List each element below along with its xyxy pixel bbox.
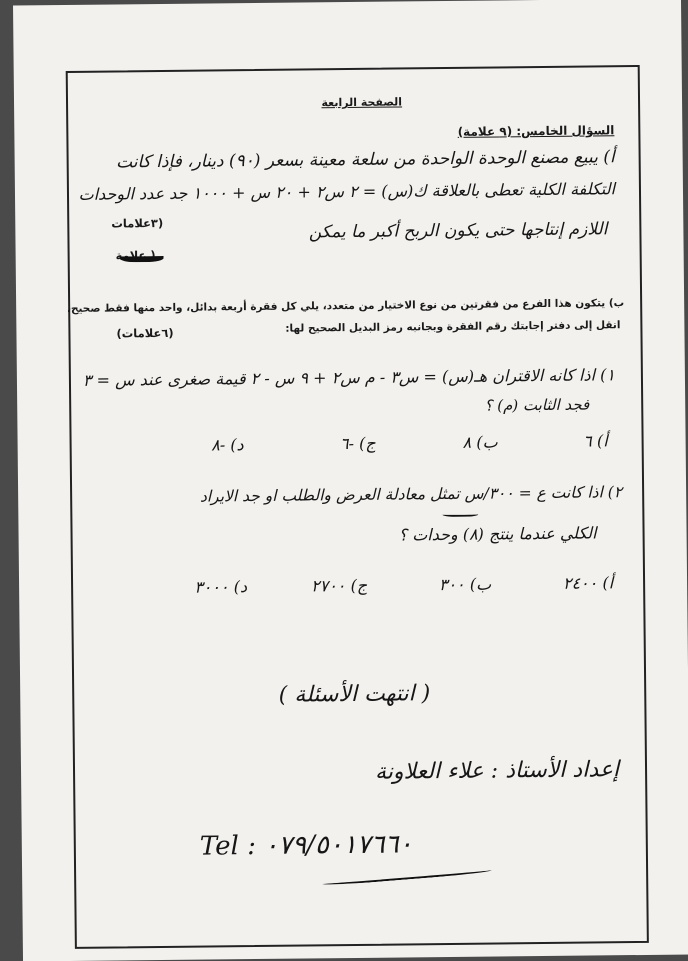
item-1-option-b: ب) ٨ (462, 432, 498, 452)
item-1-line-1: ١) اذا كانه الاقتران هـ(س) = س٣ - م س٢ + ٩ س - ٢ قيمة صغرى عند س = ٣ (82, 365, 616, 390)
item-2-line-2: الكلي عندما ينتج (٨) وحدات ؟ (398, 523, 597, 545)
fraction-underline (442, 511, 478, 517)
item-2-option-d: د) ٣٠٠٠ (194, 577, 248, 597)
item-1-option-c: ج) -٦ (339, 433, 376, 454)
exam-page (13, 0, 688, 961)
part-a-line-1: أ) يبيع مصنع الوحدة الواحدة من سلعة معينة بسعر (٩٠) دينار، فإذا كانت (115, 147, 615, 173)
scribble-mark (120, 252, 164, 262)
end-of-questions: ( انتهت الأسئلة ) (278, 681, 431, 708)
part-b-line-1: ب) يتكون هذا الفرع من فقرتين من نوع الاختيار من متعدد، يلي كل فقرة أربعة بدائل، واحد منها فقط صحيح، (66, 297, 625, 315)
item-2-option-c: ج) ٢٧٠٠ (310, 575, 368, 596)
part-b-line-2: انقل إلى دفتر إجابتك رقم الفقرة وبجانبه رمز البديل الصحيح لها: (285, 319, 621, 335)
item-2-option-b: ب) ٣٠٠ (438, 574, 492, 595)
part-b-marks: (٦علامات) (116, 325, 174, 341)
item-1-option-d: د) -٨ (211, 435, 244, 455)
part-a-marks: (٣علامات (111, 215, 164, 231)
question-five-title: السؤال الخامس: (٩ علامة) (457, 123, 615, 139)
prepared-by: إعداد الأستاذ : علاء العلاونة (374, 757, 620, 785)
part-a-line-2: التكلفة الكلية تعطى بالعلاقة ك(س) = ٢ س٢ + ٢٠ س + ١٠٠٠ جد عدد الوحدات (78, 179, 616, 204)
item-1-option-a: أ) ٦ (583, 431, 608, 451)
item-2-option-a: أ) ٢٤٠٠ (562, 573, 614, 593)
item-2-line-1: ٢) اذا كانت ع = ٣٠٠/س تمثل معادلة العرض والطلب او جد الايراد (199, 483, 623, 506)
page-title: الصفحة الرابعة (321, 95, 403, 110)
part-a-line-3: اللازم إنتاجها حتى يكون الربح أكبر ما يمكن (308, 219, 608, 243)
part-a-marks-scribbled: ( علامة (115, 248, 156, 263)
telephone-number: Tel : ٠٧٩/٥٠١٧٦٦٠ (199, 829, 413, 862)
item-1-line-2: فجد الثابت (م) ؟ (484, 395, 590, 415)
